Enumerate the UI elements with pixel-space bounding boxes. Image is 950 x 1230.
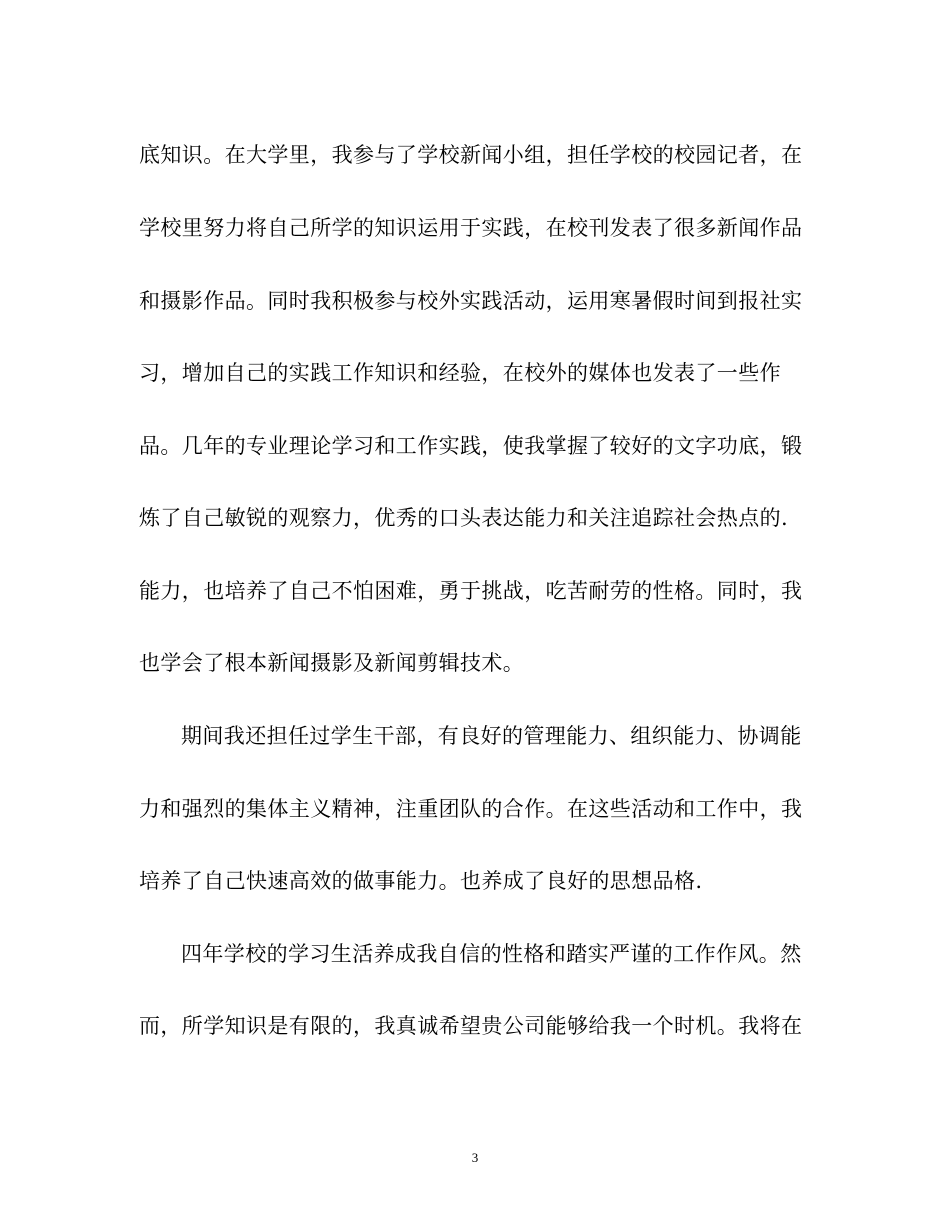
body-text-line: 能力，也培养了自己不怕困难，勇于挑战，吃苦耐劳的性格。同时，我 [139,579,803,603]
body-text-line: 习，增加自己的实践工作知识和经验，在校外的媒体也发表了一些作 [139,361,781,385]
page-number: 3 [471,1150,479,1165]
body-text-line: 也学会了根本新闻摄影及新闻剪辑技术。 [139,651,525,675]
body-text-line: 和摄影作品。同时我积极参与校外实践活动，运用寒暑假时间到报社实 [139,289,803,313]
body-text-line: 力和强烈的集体主义精神，注重团队的合作。在这些活动和工作中，我 [139,797,803,821]
body-text-line: 品。几年的专业理论学习和工作实践，使我掌握了较好的文字功底，锻 [139,434,803,458]
paragraph-first-line: 期间我还担任过学生干部，有良好的管理能力、组织能力、协调能 [181,724,802,748]
paragraph-first-line: 四年学校的学习生活养成我自信的性格和踏实严谨的工作作风。然 [181,942,802,966]
body-text-line: 底知识。在大学里，我参与了学校新闻小组，担任学校的校园记者，在 [139,143,803,167]
body-text-line: 炼了自己敏锐的观察力，优秀的口头表达能力和关注追踪社会热点的. [139,506,789,530]
body-text-line: 学校里努力将自己所学的知识运用于实践，在校刊发表了很多新闻作品 [139,216,803,240]
body-text-line: 而，所学知识是有限的，我真诚希望贵公司能够给我一个时机。我将在 [139,1014,803,1038]
body-text-line: 培养了自己快速高效的做事能力。也养成了良好的思想品格. [139,869,703,893]
